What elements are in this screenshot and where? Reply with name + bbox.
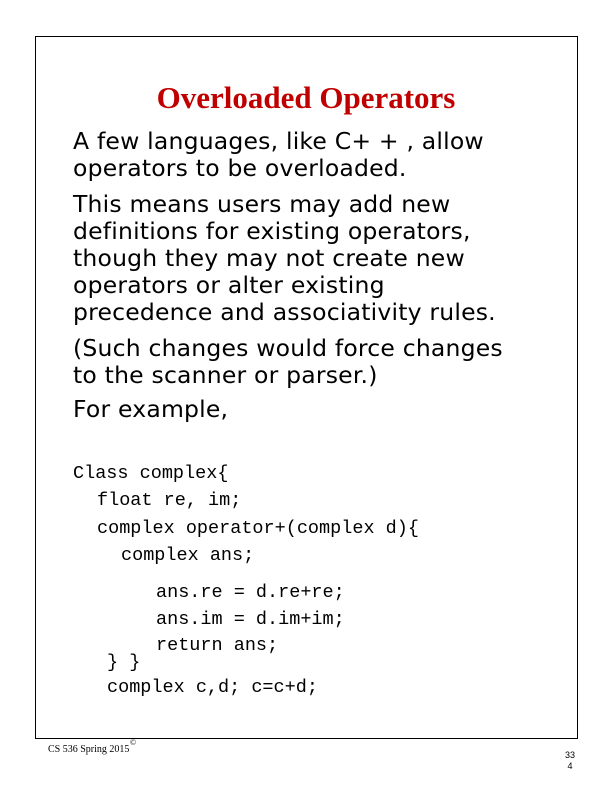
code-line: complex ans; xyxy=(121,545,255,566)
paragraph-intro xyxy=(73,128,573,182)
code-line: complex c,d; c=c+d; xyxy=(107,677,318,698)
code-line: ans.re = d.re+re; xyxy=(156,582,345,603)
text-line: operators to be overloaded. xyxy=(73,154,407,182)
text-line: definitions for existing operators, xyxy=(73,217,471,245)
text-line: This means users may add new xyxy=(73,190,451,218)
copyright-symbol: © xyxy=(130,738,137,747)
text-line: though they may not create new xyxy=(73,244,465,272)
paragraph-example xyxy=(73,396,573,423)
text-line: A few languages, like C+ + , allow xyxy=(73,127,484,155)
code-line: Class complex{ xyxy=(73,463,229,484)
paragraph-note xyxy=(73,335,573,389)
slide-title: Overloaded Operators xyxy=(156,80,456,115)
text-line: (Such changes would force changes xyxy=(73,334,503,362)
text-line: to the scanner or parser.) xyxy=(73,361,378,389)
code-line: } } xyxy=(107,652,141,673)
page-number-top: 33 xyxy=(564,750,575,760)
text-line: operators or alter existing xyxy=(73,271,385,299)
text-line: For example, xyxy=(73,395,229,423)
page-number-bottom: 4 xyxy=(567,761,573,771)
paragraph-definition xyxy=(73,191,573,326)
footer-course: CS 536 Spring 2015 xyxy=(48,744,130,755)
code-line: float re, im; xyxy=(97,490,242,511)
text-line: precedence and associativity rules. xyxy=(73,298,496,326)
code-line: ans.im = d.im+im; xyxy=(156,609,345,630)
code-line: complex operator+(complex d){ xyxy=(97,518,419,539)
code-line: return ans; xyxy=(156,635,279,656)
page-number xyxy=(560,750,580,772)
